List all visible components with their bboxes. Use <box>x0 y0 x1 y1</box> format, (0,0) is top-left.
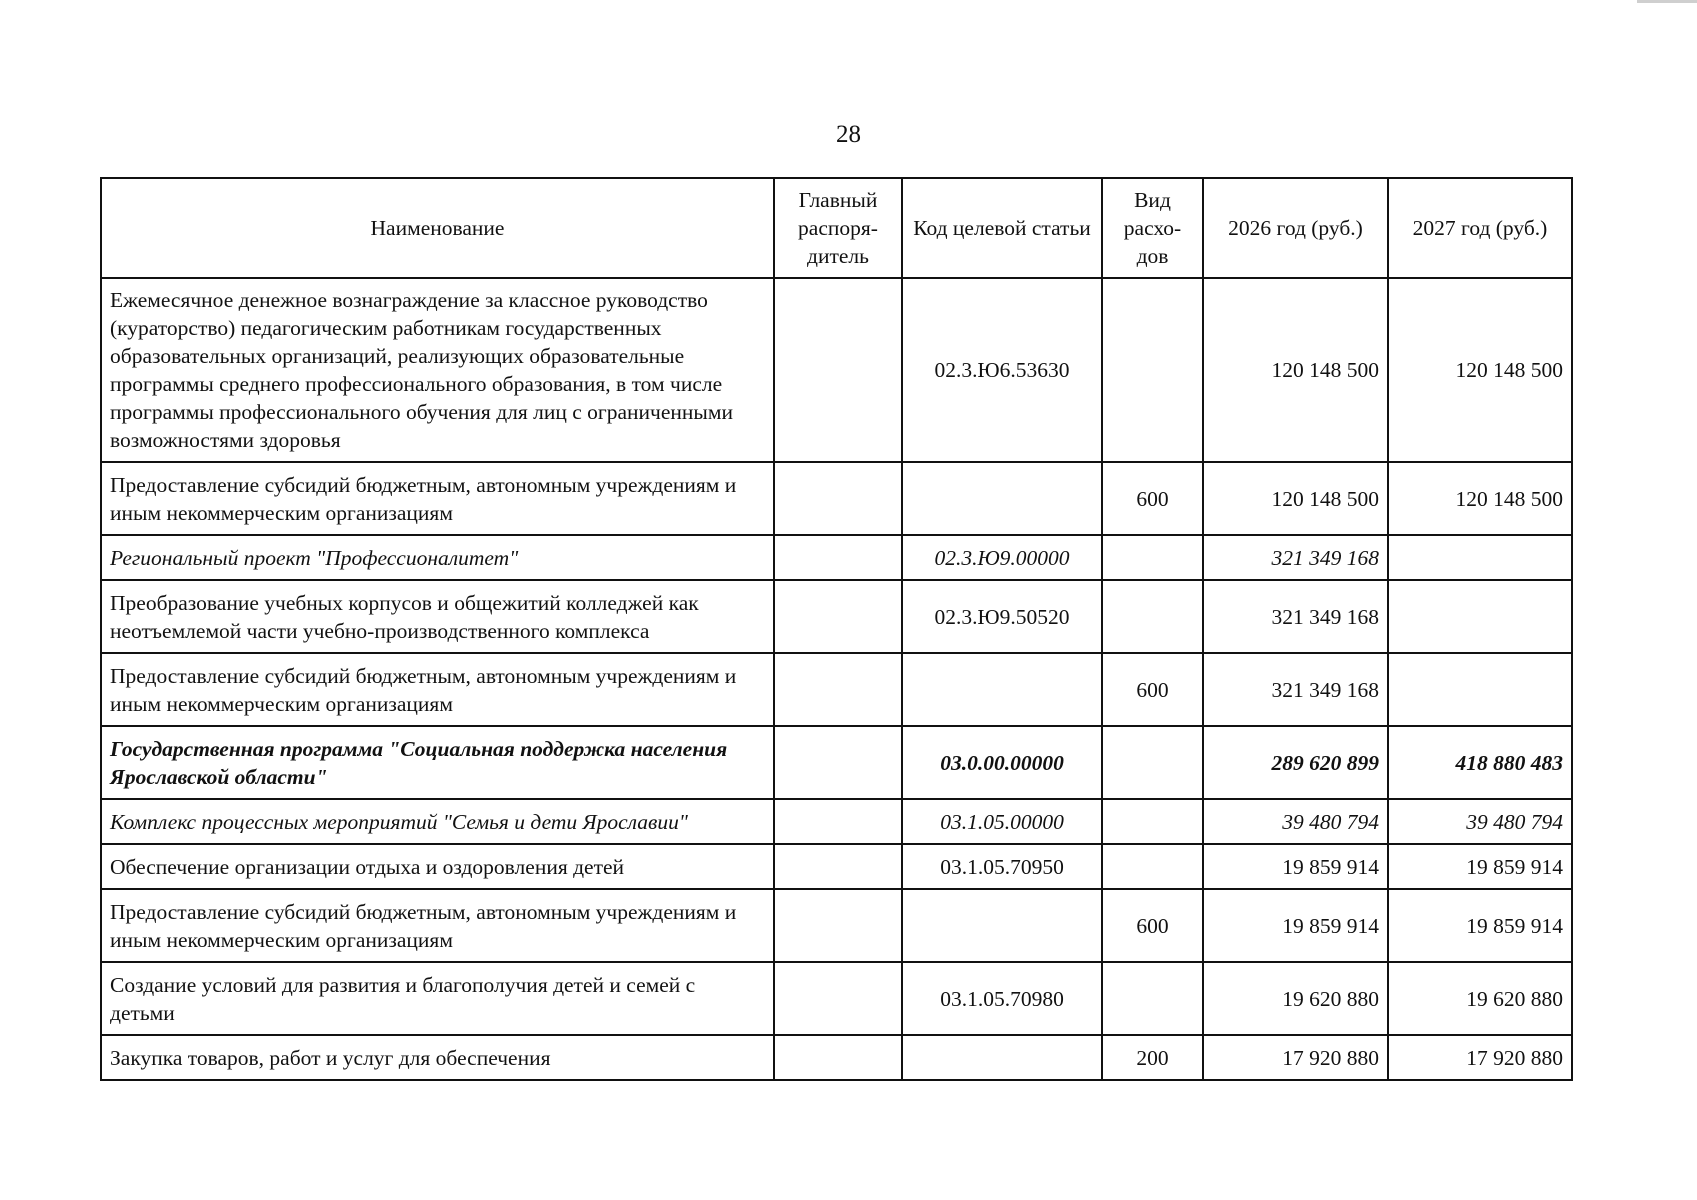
table-row <box>101 278 1572 462</box>
row-name: Региональный проект "Профессионалитет" <box>101 535 774 580</box>
row-name: Обеспечение организации отдыха и оздоровления детей <box>101 844 774 889</box>
row-expense-type <box>1102 844 1203 889</box>
row-amount-2027: 17 920 880 <box>1388 1035 1572 1080</box>
table-row <box>101 799 1572 844</box>
row-target-code: 02.3.Ю9.50520 <box>902 580 1102 653</box>
row-name: Предоставление субсидий бюджетным, автономным учреждениям и иным некоммерческим организациям <box>101 653 774 726</box>
header-distributor: Главный распоря-дитель <box>774 178 902 278</box>
row-distributor <box>774 462 902 535</box>
table-row <box>101 844 1572 889</box>
row-name: Ежемесячное денежное вознаграждение за классное руководство (кураторство) педагогическим работникам государственных образовательных организаций, реализующих образовательные программы среднего профессионального образования, в том числе программы профессионального обучения для лиц с ограниченными возможностями здоровья <box>101 278 774 462</box>
header-year-2027: 2027 год (руб.) <box>1388 178 1572 278</box>
row-expense-type <box>1102 535 1203 580</box>
row-target-code <box>902 462 1102 535</box>
table-row <box>101 535 1572 580</box>
table-row <box>101 726 1572 799</box>
budget-table <box>100 177 1573 1081</box>
row-expense-type: 600 <box>1102 889 1203 962</box>
table-row <box>101 962 1572 1035</box>
header-name: Наименование <box>101 178 774 278</box>
table-row <box>101 462 1572 535</box>
row-expense-type <box>1102 580 1203 653</box>
row-target-code: 02.3.Ю6.53630 <box>902 278 1102 462</box>
row-amount-2026: 289 620 899 <box>1203 726 1388 799</box>
header-expense-type: Вид расхо-дов <box>1102 178 1203 278</box>
table-body <box>101 278 1572 1080</box>
row-amount-2027: 19 859 914 <box>1388 889 1572 962</box>
row-distributor <box>774 726 902 799</box>
row-name: Предоставление субсидий бюджетным, автономным учреждениям и иным некоммерческим организациям <box>101 462 774 535</box>
row-name: Преобразование учебных корпусов и общежитий колледжей как неотъемлемой части учебно-производственного комплекса <box>101 580 774 653</box>
row-amount-2026: 321 349 168 <box>1203 580 1388 653</box>
table-row <box>101 653 1572 726</box>
header-target-code: Код целевой статьи <box>902 178 1102 278</box>
row-expense-type: 600 <box>1102 653 1203 726</box>
row-amount-2026: 17 920 880 <box>1203 1035 1388 1080</box>
row-target-code <box>902 889 1102 962</box>
row-distributor <box>774 1035 902 1080</box>
row-target-code <box>902 653 1102 726</box>
row-expense-type: 600 <box>1102 462 1203 535</box>
row-distributor <box>774 535 902 580</box>
row-amount-2027: 120 148 500 <box>1388 462 1572 535</box>
row-name: Закупка товаров, работ и услуг для обеспечения <box>101 1035 774 1080</box>
row-amount-2027: 19 620 880 <box>1388 962 1572 1035</box>
table-row <box>101 889 1572 962</box>
row-distributor <box>774 962 902 1035</box>
row-name: Создание условий для развития и благополучия детей и семей с детьми <box>101 962 774 1035</box>
row-amount-2027 <box>1388 535 1572 580</box>
row-amount-2026: 39 480 794 <box>1203 799 1388 844</box>
row-amount-2027: 418 880 483 <box>1388 726 1572 799</box>
row-amount-2027: 120 148 500 <box>1388 278 1572 462</box>
row-amount-2027 <box>1388 653 1572 726</box>
row-distributor <box>774 799 902 844</box>
page-number: 28 <box>836 121 861 148</box>
row-target-code <box>902 1035 1102 1080</box>
row-amount-2026: 120 148 500 <box>1203 462 1388 535</box>
row-target-code: 03.1.05.00000 <box>902 799 1102 844</box>
row-amount-2026: 120 148 500 <box>1203 278 1388 462</box>
row-target-code: 02.3.Ю9.00000 <box>902 535 1102 580</box>
row-distributor <box>774 278 902 462</box>
row-name: Государственная программа "Социальная поддержка населения Ярославской области" <box>101 726 774 799</box>
row-distributor <box>774 653 902 726</box>
row-amount-2026: 321 349 168 <box>1203 535 1388 580</box>
row-distributor <box>774 889 902 962</box>
row-name: Предоставление субсидий бюджетным, автономным учреждениям и иным некоммерческим организациям <box>101 889 774 962</box>
table-row <box>101 1035 1572 1080</box>
row-expense-type: 200 <box>1102 1035 1203 1080</box>
row-expense-type <box>1102 278 1203 462</box>
row-target-code: 03.1.05.70950 <box>902 844 1102 889</box>
row-amount-2027: 19 859 914 <box>1388 844 1572 889</box>
row-distributor <box>774 844 902 889</box>
row-target-code: 03.0.00.00000 <box>902 726 1102 799</box>
header-year-2026: 2026 год (руб.) <box>1203 178 1388 278</box>
row-expense-type <box>1102 726 1203 799</box>
table-header-row <box>101 178 1572 278</box>
row-amount-2027 <box>1388 580 1572 653</box>
row-amount-2026: 19 859 914 <box>1203 844 1388 889</box>
scan-edge-mark <box>1637 0 1697 3</box>
row-amount-2026: 321 349 168 <box>1203 653 1388 726</box>
row-expense-type <box>1102 962 1203 1035</box>
row-amount-2027: 39 480 794 <box>1388 799 1572 844</box>
row-target-code: 03.1.05.70980 <box>902 962 1102 1035</box>
row-amount-2026: 19 620 880 <box>1203 962 1388 1035</box>
row-distributor <box>774 580 902 653</box>
row-expense-type <box>1102 799 1203 844</box>
row-amount-2026: 19 859 914 <box>1203 889 1388 962</box>
row-name: Комплекс процессных мероприятий "Семья и дети Ярославии" <box>101 799 774 844</box>
table-row <box>101 580 1572 653</box>
